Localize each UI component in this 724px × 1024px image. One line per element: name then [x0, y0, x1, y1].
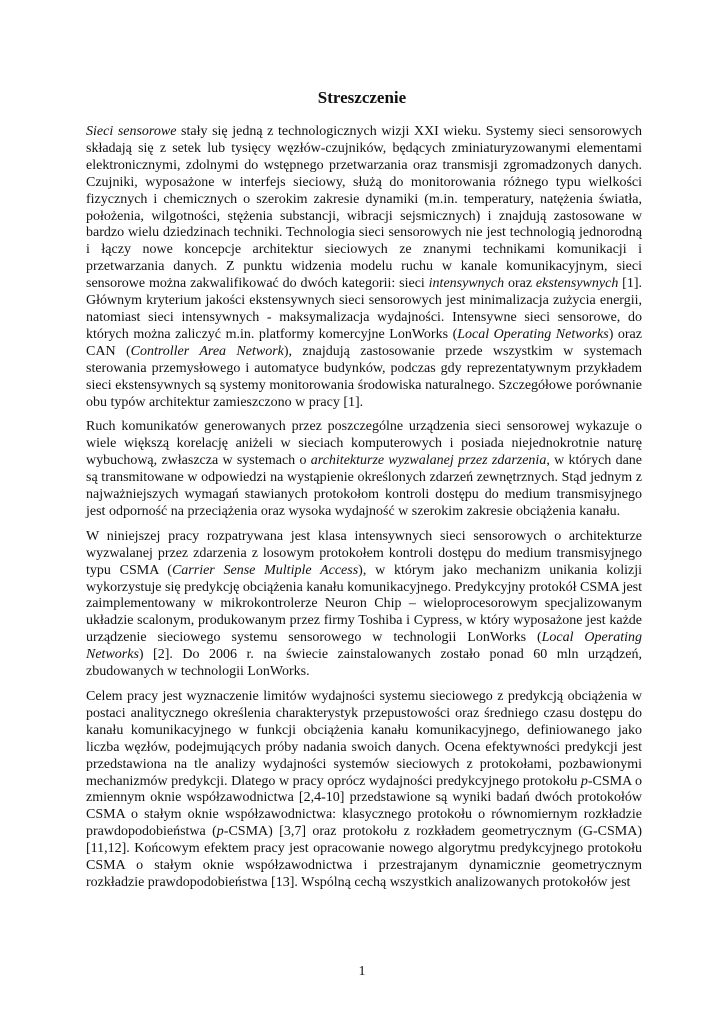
italic-run: p	[216, 824, 224, 840]
text-run: Celem pracy jest wyznaczenie limitów wydajności systemu sieciowego z predykcją obciążenia w postaci analitycznego określenia charakterystyk przepustowości oraz średniego czasu dostępu do kanału komunikacyjnego w funkcji obciążenia kanału komunikacyjnego, definiowanego jako liczba węzłów, podejmujących próby nadania swoich danych. Ocena efektywności predykcji jest przedstawiona na tle analizy wydajności systemów sieciowych z protokołami, pozbawionymi mechanizmów predykcji. Dlatego w pracy oprócz wydajności predykcyjnego protokołu	[86, 689, 642, 789]
text-run: oraz	[504, 276, 536, 292]
text-run: -CSMA) [3,7] oraz protokołu z rozkładem geometrycznym (G-CSMA) [11,12]. Końcowym efektem pracy jest opracowanie nowego algorytmu predykcyjnego protokołu CSMA o stałym oknie współzawodnictwa i przestrajanym dynamicznie geometrycznym rozkładzie prawdopodobieństwa [13]. Wspólną cechą wszystkich analizowanych protokołów jest	[86, 824, 643, 890]
text-run: [1]. Głównym kryterium jakości ekstensywnych sieci sensorowych jest minimalizacja zużycia energii, natomiast sieci intensywnych - maksymalizacja wydajności. Intensywne sieci sensorowe, do których można zaliczyć m.in. platformy komercyjne LonWorks (	[86, 276, 643, 342]
paragraph	[86, 124, 642, 411]
text-run: ), w którym jako mechanizm unikania kolizji wykorzystuje się predykcję obciążenia kanału komunikacyjnego. Predykcyjny protokół CSMA jest zaimplementowany w mikrokontrolerze Neuron Chip – wieloprocesorowym specjalizowanym układzie scalonym, produkowanym przez firmy Toshiba i Cypress, w który wyposażone jest każde urządzenie sieciowego systemu sensorowego w technologii LonWorks (	[86, 562, 643, 646]
text-run: ) [2]. Do 2006 r. na świecie zainstalowanych zostało ponad 60 mln urządzeń, zbudowanych w technologii LonWorks.	[86, 647, 642, 680]
paragraph	[86, 419, 642, 520]
italic-run: Carrier Sense Multiple Access	[171, 562, 359, 578]
text-run: ), znajdują zastosowanie przede wszystkim w systemach sterowania przemysłowego i automatyce budynków, podczas gdy reprezentatywnym przykładem sieci ekstensywnych są systemy monitorowania środowiska naturalnego. Szczegółowe porównanie obu typów architektur zamieszczono w pracy [1].	[86, 343, 642, 410]
italic-run: intensywnych	[428, 276, 505, 292]
italic-run: Local Operating Networks	[86, 630, 642, 663]
italic-run: Local Operating Networks	[457, 326, 609, 342]
body-text	[86, 124, 642, 900]
text-run: W niniejszej pracy rozpatrywana jest klasa intensywnych sieci sensorowych o architekturze wyzwalanej przez zdarzenia z losowym protokołem kontroli dostępu do medium transmisyjnego typu CSMA (	[86, 528, 642, 578]
italic-run: Controller Area Network	[130, 343, 284, 359]
italic-run: ekstensywnych	[535, 276, 619, 292]
text-run: Ruch komunikatów generowanych przez poszczególne urządzenia sieci sensorowej wykazuje o wiele większą korelację aniżeli w sieciach komputerowych i posiada niejednokrotnie naturę wybuchową, zwłaszcza w systemach o	[86, 419, 642, 469]
italic-run: architekturze wyzwalanej przez zdarzenia	[310, 453, 547, 469]
paragraph	[86, 689, 642, 892]
text-run: ) oraz CAN (	[86, 326, 642, 359]
text-run: stały się jedną z technologicznych wizji XXI wieku. Systemy sieci sensorowych składają się z setek lub tysięcy węzłów-czujników, będących zminiaturyzowanymi elementami elektronicznymi, zdolnymi do wstępnego przetwarzania oraz transmisji zgromadzonych danych. Czujniki, wyposażone w interfejs sieciowy, służą do monitorowania różnego typu wielkości fizycznych i chemicznych o szerokim zakresie dynamiki (m.in. temperatury, natężenia światła, położenia, wilgotności, stężenia substancji, wibracji sejsmicznych) i znajdują zastosowane w bardzo wielu dziedzinach techniki. Technologia sieci sensorowych nie jest technologią jednorodną i łączy nowe koncepcje architektur sieciowych ze znanymi technikami komunikacji i przetwarzania danych. Z punktu widzenia modelu ruchu w kanale komunikacyjnym, sieci sensorowe można zakwalifikować do dwóch kategorii: sieci	[86, 124, 642, 292]
text-run: -CSMA o zmiennym oknie współzawodnictwa [2,4-10] przedstawione są wyniki badań dwóch protokołów CSMA o stałym oknie współzawodnictwa: klasycznego protokołu o równomiernym rozkładzie prawdopodobieństwa (	[86, 773, 643, 840]
page-number: 1	[358, 964, 366, 979]
italic-run: Sieci sensorowe	[86, 124, 177, 139]
page-title: Streszczenie	[317, 88, 407, 107]
paragraph	[86, 529, 642, 681]
italic-run: p	[580, 773, 588, 789]
text-run: , w których dane są transmitowane w odpowiedzi na wystąpienie określonych zdarzeń zewnętrznych. Stąd jednym z najważniejszych wymagań stawianych protokołom kontroli dostępu do medium transmisyjnego jest odporność na przeciążenia oraz wysoka wydajność w szerokim zakresie obciążenia kanału.	[86, 453, 643, 519]
